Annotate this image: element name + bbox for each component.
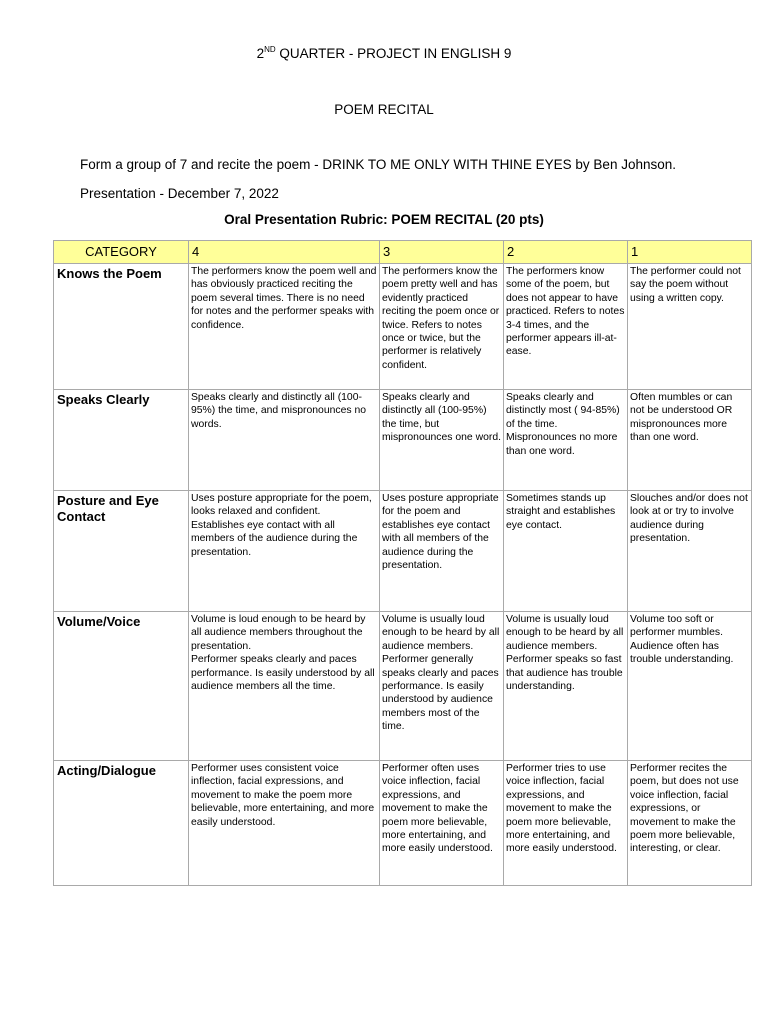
document-subtitle: POEM RECITAL [334, 102, 434, 117]
presentation-date: Presentation - December 7, 2022 [80, 186, 279, 201]
table-cell: Often mumbles or can not be understood OR mispronounces more than one word. [628, 390, 752, 491]
table-cell: The performer could not say the poem without using a written copy. [628, 264, 752, 390]
table-cell: Volume is loud enough to be heard by all audience members throughout the presentation. Performer speaks clearly and paces performance. Is easily understood by all audience members all the time. [189, 612, 380, 761]
table-cell: Performer tries to use voice inflection, facial expressions, and movement to make the poem more believable, more entertaining, and more easily understood. [504, 761, 628, 886]
table-cell: Speaks clearly and distinctly all (100-95%) the time, and mispronounces no words. [189, 390, 380, 491]
row-category: Volume/Voice [54, 612, 189, 761]
instruction-text: Form a group of 7 and recite the poem - DRINK TO ME ONLY WITH THINE EYES by Ben Johnson. [80, 157, 676, 172]
column-header-1: 1 [628, 241, 752, 264]
table-row [54, 390, 752, 491]
table-cell: Performer uses consistent voice inflection, facial expressions, and movement to make the poem more believable, more entertaining, and more easily understood. [189, 761, 380, 886]
row-category: Posture and Eye Contact [54, 491, 189, 612]
row-category: Knows the Poem [54, 264, 189, 390]
table-row [54, 612, 752, 761]
table-cell: Performer often uses voice inflection, facial expressions, and movement to make the poem more believable, more entertaining, and more easily understood. [380, 761, 504, 886]
table-cell: Volume is usually loud enough to be heard by all audience members. Performer speaks so fast that audience has trouble understanding. [504, 612, 628, 761]
table-cell: Slouches and/or does not look at or try to involve audience during presentation. [628, 491, 752, 612]
rubric-table [53, 240, 752, 886]
table-cell: The performers know the poem pretty well and has evidently practiced reciting the poem once or twice. Refers to notes once or twice, but the performer is relatively confident. [380, 264, 504, 390]
table-header-row [54, 241, 752, 264]
rubric-title: Oral Presentation Rubric: POEM RECITAL (20 pts) [224, 212, 544, 227]
table-row [54, 761, 752, 886]
table-cell: Sometimes stands up straight and establishes eye contact. [504, 491, 628, 612]
document-header [0, 45, 768, 61]
table-cell: Volume is usually loud enough to be heard by all audience members. Performer generally speaks clearly and paces performance. Is easily understood by audience members most of the time. [380, 612, 504, 761]
table-cell: Speaks clearly and distinctly most ( 94-85%) of the time. Mispronounces no more than one word. [504, 390, 628, 491]
column-header-4: 4 [189, 241, 380, 264]
table-row [54, 264, 752, 390]
column-header-3: 3 [380, 241, 504, 264]
table-cell: Speaks clearly and distinctly all (100-95%) the time, but mispronounces one word. [380, 390, 504, 491]
table-cell: Performer recites the poem, but does not use voice inflection, facial expressions, or movement to make the poem more believable, interesting, or clear. [628, 761, 752, 886]
column-header-2: 2 [504, 241, 628, 264]
table-cell: The performers know some of the poem, but does not appear to have practiced. Refers to notes 3-4 times, and the performer appears ill-at-ease. [504, 264, 628, 390]
header-superscript: ND [264, 45, 276, 54]
row-category: Speaks Clearly [54, 390, 189, 491]
table-cell: Volume too soft or performer mumbles. Audience often has trouble understanding. [628, 612, 752, 761]
column-header-category: CATEGORY [54, 241, 189, 264]
table-cell: The performers know the poem well and has obviously practiced reciting the poem several times. There is no need for notes and the performer speaks with confidence. [189, 264, 380, 390]
table-cell: Uses posture appropriate for the poem, looks relaxed and confident. Establishes eye contact with all members of the audience during the presentation. [189, 491, 380, 612]
header-prefix: 2 [256, 46, 265, 61]
header-rest: QUARTER - PROJECT IN ENGLISH 9 [275, 46, 512, 61]
table-cell: Uses posture appropriate for the poem and establishes eye contact with all members of the audience during the presentation. [380, 491, 504, 612]
row-category: Acting/Dialogue [54, 761, 189, 886]
table-row [54, 491, 752, 612]
